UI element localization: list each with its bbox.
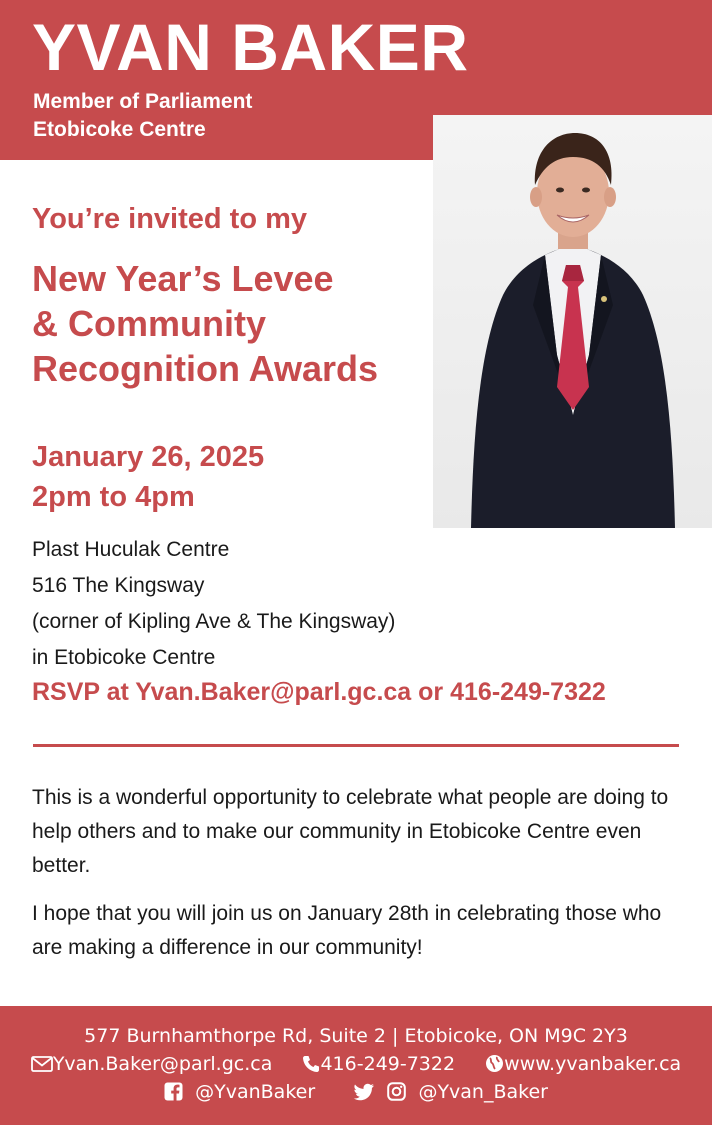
footer-banner xyxy=(0,1006,712,1125)
facebook-icon xyxy=(164,1082,183,1106)
venue-line-1: Plast Huculak Centre xyxy=(32,538,230,561)
footer-address: 577 Burnhamthorpe Rd, Suite 2 | Etobicoke, ON M9C 2Y3 xyxy=(84,1025,628,1047)
event-datetime xyxy=(32,437,264,517)
envelope-icon xyxy=(31,1055,53,1078)
rsvp-line: RSVP at Yvan.Baker@parl.gc.ca or 416-249-7322 xyxy=(32,678,606,706)
event-title-line-1: New Year’s Levee xyxy=(32,258,334,299)
venue-line-4: in Etobicoke Centre xyxy=(32,646,216,669)
event-title-line-2: & Community xyxy=(32,303,266,344)
divider xyxy=(33,744,679,747)
venue-line-2: 516 The Kingsway xyxy=(32,574,205,597)
name-heading: YVAN BAKER xyxy=(32,10,469,84)
event-title-line-3: Recognition Awards xyxy=(32,348,379,389)
body-paragraph-1: This is a wonderful opportunity to celebrate what people are doing to help others and to make our community in Etobicoke Centre even better. xyxy=(32,786,669,877)
event-time: 2pm to 4pm xyxy=(32,481,195,513)
riding-text: Etobicoke Centre xyxy=(33,118,206,141)
role-text: Member of Parliament xyxy=(33,90,253,113)
footer-phone[interactable]: 416-249-7322 xyxy=(320,1053,456,1075)
footer-twitter-instagram[interactable]: @Yvan_Baker xyxy=(418,1081,548,1103)
globe-icon xyxy=(485,1054,504,1078)
twitter-icon xyxy=(353,1083,375,1106)
footer-contact-row xyxy=(0,1053,712,1078)
instagram-icon xyxy=(387,1082,406,1106)
event-title xyxy=(32,256,378,391)
footer-email[interactable]: Yvan.Baker@parl.gc.ca xyxy=(52,1053,273,1075)
venue-address xyxy=(32,532,395,676)
venue-line-3: (corner of Kipling Ave & The Kingsway) xyxy=(32,610,396,633)
event-date: January 26, 2025 xyxy=(32,441,265,473)
body-paragraph-2: I hope that you will join us on January 28th in celebrating those who are making a difference in our community! xyxy=(32,902,662,959)
phone-icon xyxy=(302,1055,320,1078)
invitation-lead: You’re invited to my xyxy=(32,203,308,235)
footer-facebook[interactable]: @YvanBaker xyxy=(195,1081,316,1103)
footer-social-row xyxy=(0,1081,712,1106)
portrait-photo xyxy=(433,115,712,528)
footer-website[interactable]: www.yvanbaker.ca xyxy=(504,1053,682,1075)
